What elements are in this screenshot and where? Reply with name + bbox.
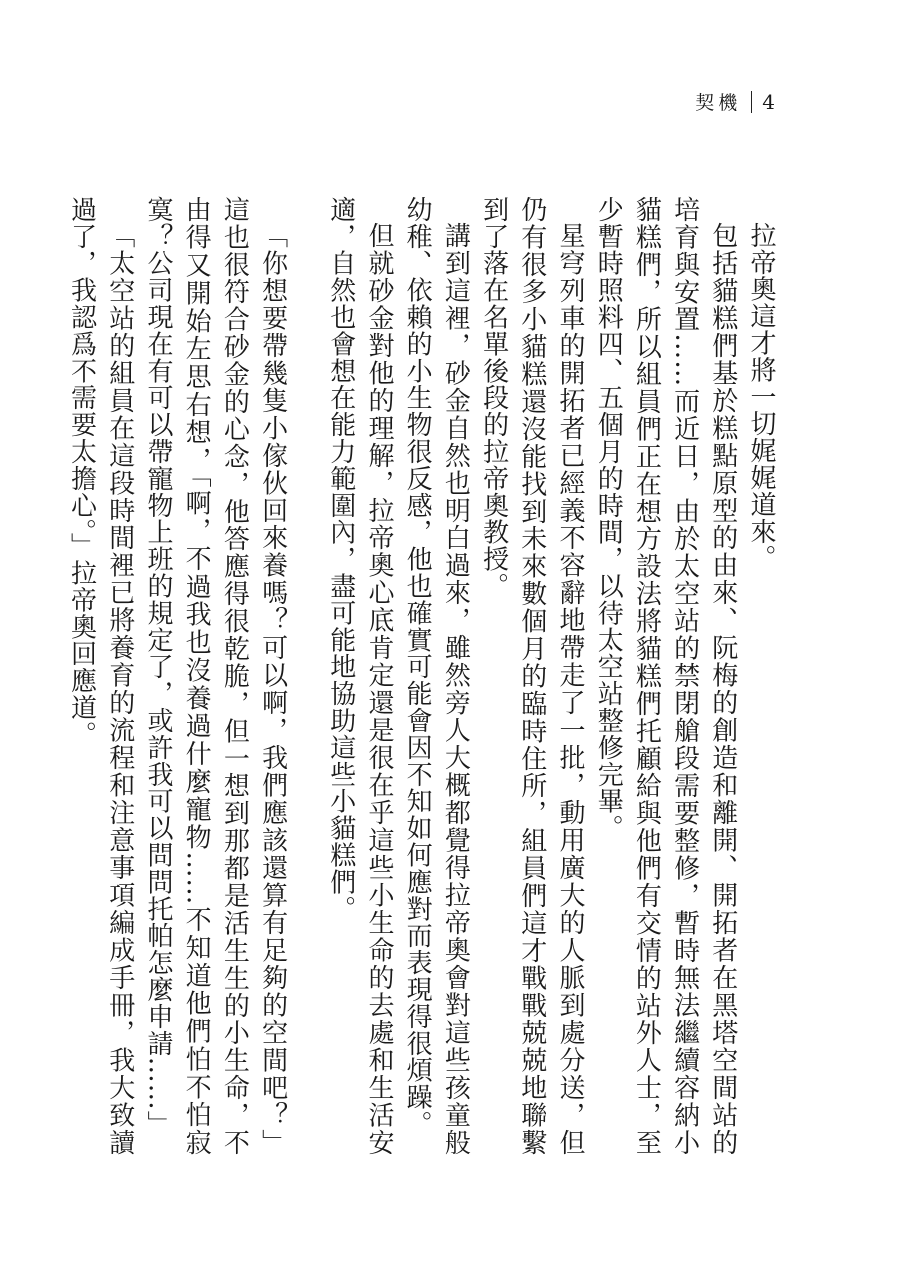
paragraph-2: 包括貓糕們基於糕點原型的由來、阮梅的創造和離開、開拓者在黑塔空間站的培育與安置……而近日，由於太空站的禁閉艙段需要整修，暫時無法繼續容納小貓糕們，所以組員們正在想方設法將貓糕們托顧給與他們有交情的站外人士，至少暫時照料四、五個月的時間，以待太空站整修完畢。 — [593, 196, 738, 1156]
paragraph-1: 拉帝奧這才將一切娓娓道來。 — [746, 222, 776, 572]
body-text — [66, 196, 780, 1156]
paragraph-3: 星穹列車的開拓者已經義不容辭地帶走了一批，動用廣大的人脈到處分送，但仍有很多小貓糕還沒能找到未來數個月的臨時住所，組員們這才戰戰兢兢地聯繫到了落在名單後段的拉帝奧教授。 — [478, 196, 585, 1156]
paragraph-4: 講到這裡，砂金自然也明白過來，雖然旁人大概都覺得拉帝奧會對這些孩童般幼稚、依賴的小生物很反感，他也確實可能會因不知如何應對而表現得很煩躁。 — [402, 196, 471, 1156]
section-gap — [292, 196, 322, 1156]
paragraph-6: 「你想要帶幾隻小傢伙回來養嗎？可以啊，我們應該還算有足夠的空間吧？」這也很符合砂金的心念，他答應得很乾脆，但一想到那都是活生生的小生命，不由得又開始左思右想，「啊，不過我也沒養過什麼寵物……不知道他們怕不怕寂寞？公司現在有可以帶寵物上班的規定了，或許我可以問問托帕怎麼申請……」 — [142, 196, 288, 1156]
paragraph-7: 「太空站的組員在這段時間裡已將養育的流程和注意事項編成手冊，我大致讀過了，我認爲不需要太擔心。」拉帝奧回應道。 — [66, 196, 135, 1156]
running-header — [695, 88, 775, 115]
header-divider — [751, 91, 752, 113]
paragraph-5: 但就砂金對他的理解，拉帝奧心底肯定還是很在乎這些小生命的去處和生活安適，自然也會想在能力範圍內，盡可能地協助這些小貓糕們。 — [325, 196, 394, 1156]
page-number: 4 — [762, 89, 775, 114]
chapter-title: 契機 — [695, 92, 742, 114]
